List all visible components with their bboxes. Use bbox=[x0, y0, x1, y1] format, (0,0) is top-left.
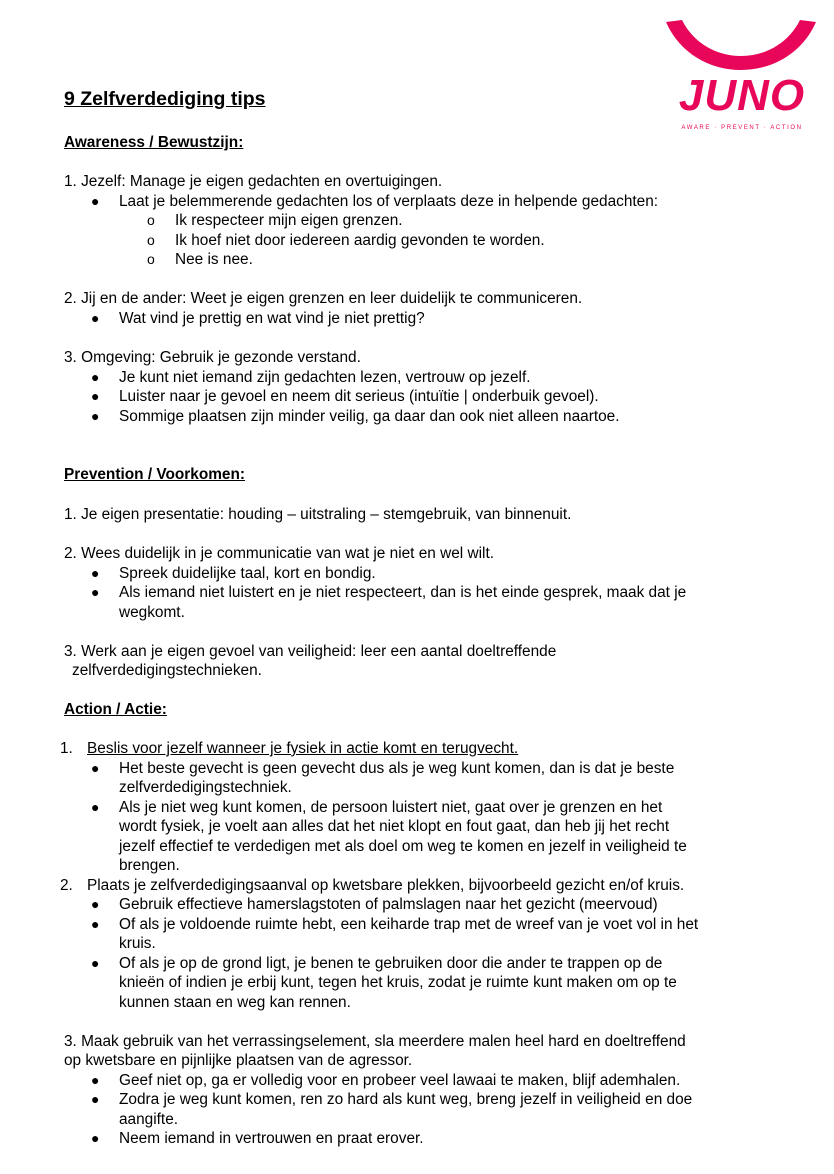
awareness-item-3-bullet-1: Je kunt niet iemand zijn gedachten lezen, vertrouw op jezelf. bbox=[119, 369, 531, 386]
awareness-sub-2: Ik hoef niet door iedereen aardig gevonden te worden. bbox=[175, 232, 545, 249]
action-item-1-bullet-1: Het beste gevecht is geen gevecht dus als je weg kunt komen, dan is dat je beste bbox=[119, 760, 675, 777]
awareness-item-2-bullet: Wat vind je prettig en wat vind je niet prettig? bbox=[119, 310, 425, 327]
awareness-item-3: 3. Omgeving: Gebruik je gezonde verstand. bbox=[64, 349, 361, 366]
action-item-2: Plaats je zelfverdedigingsaanval op kwetsbare plekken, bijvoorbeeld gezicht en/of kruis. bbox=[87, 877, 685, 894]
action-item-3-cont: op kwetsbare en pijnlijke plaatsen van de agressor. bbox=[64, 1052, 413, 1069]
prevention-item-2-bullet-1: Spreek duidelijke taal, kort en bondig. bbox=[119, 565, 376, 582]
prevention-item-3-cont: zelfverdedigingstechnieken. bbox=[72, 662, 262, 679]
action-item-3-bullet-2: Zodra je weg kunt komen, ren zo hard als kunt weg, breng jezelf in veiligheid en doe bbox=[119, 1091, 693, 1108]
action-item-3-bullet-3: Neem iemand in vertrouwen en praat erover. bbox=[119, 1130, 424, 1147]
bullet-icon: ● bbox=[91, 584, 100, 600]
bullet-icon: ● bbox=[91, 193, 100, 209]
action-item-1-bullet-2-cont: jezelf effectief te verdedigen met als doel om weg te komen en jezelf in veiligheid te bbox=[119, 838, 687, 855]
prevention-item-3: 3. Werk aan je eigen gevoel van veiligheid: leer een aantal doeltreffende bbox=[64, 643, 557, 660]
bullet-icon: ● bbox=[91, 799, 100, 815]
logo-tagline: AWARE · PREVENT · ACTION bbox=[681, 125, 803, 131]
bullet-icon: ● bbox=[91, 565, 100, 581]
action-item-2-bullet-3-cont: knieën of indien je erbij kunt, tegen het kruis, zodat je ruimte kunt maken om op te bbox=[119, 974, 677, 991]
section-heading-prevention: Prevention / Voorkomen: bbox=[64, 466, 246, 483]
action-item-2-number: 2. bbox=[60, 877, 73, 894]
bullet-icon: ● bbox=[91, 1072, 100, 1088]
section-heading-action: Action / Actie: bbox=[64, 701, 167, 718]
awareness-item-1-bullet: Laat je belemmerende gedachten los of verplaats deze in helpende gedachten: bbox=[119, 193, 659, 210]
action-item-3-bullet-1: Geef niet op, ga er volledig voor en probeer veel lawaai te maken, blijf ademhalen. bbox=[119, 1072, 681, 1089]
awareness-sub-1: Ik respecteer mijn eigen grenzen. bbox=[175, 212, 403, 229]
action-item-2-bullet-3-cont: kunnen staan en weg kan rennen. bbox=[119, 994, 351, 1011]
action-item-1-bullet-2: Als je niet weg kunt komen, de persoon luistert niet, gaat over je grenzen en het bbox=[119, 799, 663, 816]
page-title: 9 Zelfverdediging tips bbox=[64, 88, 266, 110]
action-item-2-bullet-3: Of als je op de grond ligt, je benen te gebruiken door die ander te trappen op de bbox=[119, 955, 663, 972]
juno-logo-graphic bbox=[664, 16, 820, 136]
awareness-item-1: 1. Jezelf: Manage je eigen gedachten en overtuigingen. bbox=[64, 173, 443, 190]
bullet-icon: ● bbox=[91, 916, 100, 932]
action-item-3-bullet-2-cont: aangifte. bbox=[119, 1111, 179, 1128]
action-item-1-number: 1. bbox=[60, 740, 73, 757]
action-item-1-bullet-1-cont: zelfverdedigingstechniek. bbox=[119, 779, 292, 796]
juno-logo bbox=[664, 16, 820, 136]
prevention-item-2-bullet-2: Als iemand niet luistert en je niet respecteert, dan is het einde gesprek, maak dat je bbox=[119, 584, 687, 601]
circle-bullet-icon: o bbox=[147, 251, 155, 267]
bullet-icon: ● bbox=[91, 1130, 100, 1146]
section-heading-awareness: Awareness / Bewustzijn: bbox=[64, 134, 244, 151]
bullet-icon: ● bbox=[91, 760, 100, 776]
circle-bullet-icon: o bbox=[147, 212, 155, 228]
action-item-2-bullet-2-cont: kruis. bbox=[119, 935, 156, 952]
awareness-sub-3: Nee is nee. bbox=[175, 251, 253, 268]
action-item-2-bullet-1: Gebruik effectieve hamerslagstoten of palmslagen naar het gezicht (meervoud) bbox=[119, 896, 658, 913]
awareness-item-3-bullet-2: Luister naar je gevoel en neem dit serieus (intuïtie | onderbuik gevoel). bbox=[119, 388, 599, 405]
prevention-item-1: 1. Je eigen presentatie: houding – uitstraling – stemgebruik, van binnenuit. bbox=[64, 506, 572, 523]
action-item-1-bullet-2-cont: wordt fysiek, je voelt aan alles dat het niet klopt en fout gaat, dan heb jij het recht bbox=[119, 818, 670, 835]
prevention-item-2: 2. Wees duidelijk in je communicatie van wat je niet en wel wilt. bbox=[64, 545, 494, 562]
bullet-icon: ● bbox=[91, 408, 100, 424]
bullet-icon: ● bbox=[91, 369, 100, 385]
logo-wordmark: JUNO bbox=[678, 71, 806, 120]
bullet-icon: ● bbox=[91, 896, 100, 912]
action-item-1-bullet-2-cont: brengen. bbox=[119, 857, 180, 874]
prevention-item-2-bullet-2-cont: wegkomt. bbox=[119, 604, 185, 621]
bullet-icon: ● bbox=[91, 388, 100, 404]
bullet-icon: ● bbox=[91, 1091, 100, 1107]
action-item-1: Beslis voor jezelf wanneer je fysiek in actie komt en terugvecht. bbox=[87, 740, 519, 757]
awareness-item-3-bullet-3: Sommige plaatsen zijn minder veilig, ga daar dan ook niet alleen naartoe. bbox=[119, 408, 620, 425]
bullet-icon: ● bbox=[91, 955, 100, 971]
bullet-icon: ● bbox=[91, 310, 100, 326]
action-item-2-bullet-2: Of als je voldoende ruimte hebt, een keiharde trap met de wreef van je voet vol in het bbox=[119, 916, 699, 933]
circle-bullet-icon: o bbox=[147, 232, 155, 248]
action-item-3: 3. Maak gebruik van het verrassingselement, sla meerdere malen heel hard en doeltreffend bbox=[64, 1033, 686, 1050]
awareness-item-2: 2. Jij en de ander: Weet je eigen grenzen en leer duidelijk te communiceren. bbox=[64, 290, 583, 307]
